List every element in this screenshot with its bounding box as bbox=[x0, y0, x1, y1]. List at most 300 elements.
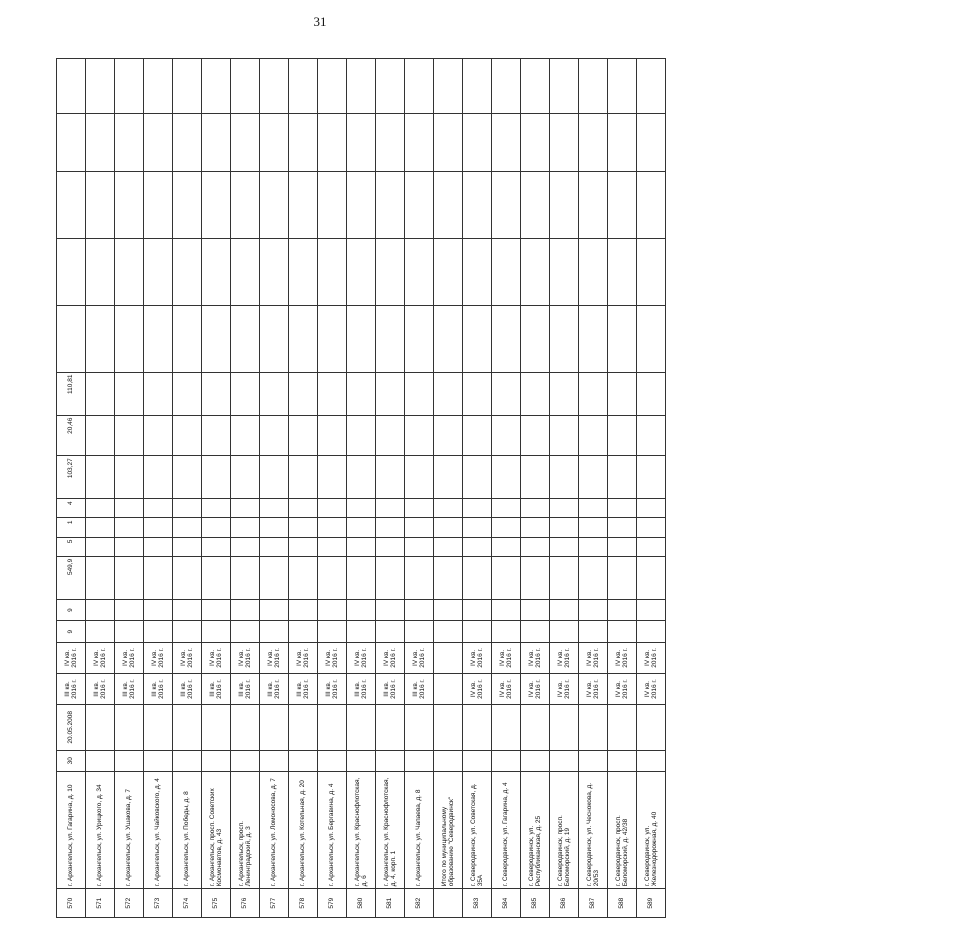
table-cell bbox=[492, 415, 521, 456]
table-cell bbox=[347, 599, 376, 621]
table-cell bbox=[434, 599, 463, 621]
table-cell bbox=[579, 518, 608, 537]
table-cell: г. Архангельск, просп. Ленинградский, д. 3 bbox=[231, 772, 260, 889]
table-cell bbox=[550, 372, 579, 415]
table-cell bbox=[202, 518, 231, 537]
table-cell bbox=[260, 499, 289, 518]
table-cell bbox=[289, 238, 318, 305]
table-cell: III кв. 2016 г. bbox=[289, 673, 318, 704]
table-cell: Итого по муниципальному образованию "Северодвинск" bbox=[434, 772, 463, 889]
table-cell bbox=[57, 238, 86, 305]
table-cell bbox=[550, 456, 579, 499]
table-cell bbox=[173, 518, 202, 537]
table-cell bbox=[376, 305, 405, 372]
table-cell bbox=[492, 599, 521, 621]
table-cell bbox=[347, 415, 376, 456]
table-cell bbox=[289, 114, 318, 171]
table-cell: 4 bbox=[57, 499, 86, 518]
table-cell: 584 bbox=[492, 889, 521, 918]
table-cell: 585 bbox=[521, 889, 550, 918]
table-row bbox=[231, 59, 260, 918]
table-cell bbox=[173, 556, 202, 599]
table-cell bbox=[289, 556, 318, 599]
table-cell: г. Северодвинск, ул. Республиканская, д. 25 bbox=[521, 772, 550, 889]
table-cell bbox=[521, 114, 550, 171]
table-cell bbox=[376, 456, 405, 499]
table-cell bbox=[231, 537, 260, 556]
table-cell bbox=[376, 59, 405, 114]
table-cell bbox=[463, 556, 492, 599]
rotated-page bbox=[48, 35, 658, 940]
table-cell bbox=[260, 171, 289, 238]
table-cell bbox=[173, 238, 202, 305]
table-cell bbox=[202, 537, 231, 556]
table-cell bbox=[347, 59, 376, 114]
table-cell bbox=[318, 59, 347, 114]
table-cell bbox=[86, 556, 115, 599]
table-cell: г. Архангельск, ул. Бергавина, д. 4 bbox=[318, 772, 347, 889]
table-cell bbox=[550, 305, 579, 372]
table-cell bbox=[318, 171, 347, 238]
table-cell bbox=[347, 705, 376, 750]
table-cell bbox=[289, 518, 318, 537]
table-cell bbox=[231, 556, 260, 599]
table-cell bbox=[318, 621, 347, 643]
table-cell bbox=[347, 171, 376, 238]
table-cell bbox=[637, 621, 666, 643]
table-cell bbox=[434, 499, 463, 518]
table-cell bbox=[260, 238, 289, 305]
table-cell bbox=[115, 621, 144, 643]
table-cell: 589 bbox=[637, 889, 666, 918]
table-cell bbox=[637, 750, 666, 772]
table-cell bbox=[318, 705, 347, 750]
table-cell bbox=[115, 171, 144, 238]
table-cell bbox=[115, 518, 144, 537]
table-cell bbox=[521, 621, 550, 643]
table-cell bbox=[115, 599, 144, 621]
table-row bbox=[144, 59, 173, 918]
table-cell bbox=[289, 537, 318, 556]
table-cell: III кв. 2016 г. bbox=[57, 673, 86, 704]
table-cell bbox=[463, 59, 492, 114]
table-cell bbox=[144, 556, 173, 599]
table-cell: III кв. 2016 г. bbox=[173, 673, 202, 704]
table-cell bbox=[260, 305, 289, 372]
table-cell bbox=[86, 705, 115, 750]
table-cell: 572 bbox=[115, 889, 144, 918]
table-cell bbox=[318, 114, 347, 171]
table-cell bbox=[115, 705, 144, 750]
table-cell bbox=[376, 372, 405, 415]
table-row bbox=[57, 59, 86, 918]
table-cell bbox=[579, 621, 608, 643]
table-cell: III кв. 2016 г. bbox=[405, 673, 434, 704]
table-cell: IV кв. 2016 г. bbox=[86, 642, 115, 673]
table-cell bbox=[86, 537, 115, 556]
table-cell bbox=[144, 750, 173, 772]
table-cell: IV кв. 2016 г. bbox=[637, 673, 666, 704]
table-cell bbox=[492, 171, 521, 238]
table-cell bbox=[579, 114, 608, 171]
table-cell bbox=[405, 59, 434, 114]
table-cell bbox=[405, 556, 434, 599]
table-cell: IV кв. 2016 г. bbox=[521, 642, 550, 673]
table-cell bbox=[637, 599, 666, 621]
table-cell bbox=[318, 750, 347, 772]
table-cell bbox=[434, 556, 463, 599]
table-cell bbox=[434, 750, 463, 772]
table-cell bbox=[637, 171, 666, 238]
table-cell bbox=[463, 518, 492, 537]
table-cell: IV кв. 2016 г. bbox=[608, 673, 637, 704]
table-cell bbox=[550, 499, 579, 518]
table-row bbox=[289, 59, 318, 918]
table-cell: г. Архангельск, ул. Победы, д. 8 bbox=[173, 772, 202, 889]
table-cell: IV кв. 2016 г. bbox=[521, 673, 550, 704]
table-cell bbox=[376, 171, 405, 238]
table-cell bbox=[550, 705, 579, 750]
table-row bbox=[434, 59, 463, 918]
table-cell bbox=[492, 238, 521, 305]
table-cell bbox=[202, 456, 231, 499]
table-cell bbox=[463, 171, 492, 238]
table-cell bbox=[579, 456, 608, 499]
table-cell bbox=[318, 499, 347, 518]
table-cell bbox=[521, 305, 550, 372]
table-cell: IV кв. 2016 г. bbox=[260, 642, 289, 673]
table-cell bbox=[376, 238, 405, 305]
table-cell bbox=[260, 705, 289, 750]
table-cell bbox=[376, 499, 405, 518]
table-row bbox=[376, 59, 405, 918]
table-cell bbox=[260, 599, 289, 621]
table-cell bbox=[173, 750, 202, 772]
table-cell bbox=[608, 705, 637, 750]
table-cell: г. Архангельск, ул. Ломоносова, д. 7 bbox=[260, 772, 289, 889]
repair-schedule-table bbox=[56, 58, 666, 918]
table-cell bbox=[202, 114, 231, 171]
table-cell bbox=[550, 556, 579, 599]
table-row bbox=[173, 59, 202, 918]
table-cell bbox=[521, 59, 550, 114]
table-cell bbox=[289, 705, 318, 750]
table-cell bbox=[637, 537, 666, 556]
table-row bbox=[608, 59, 637, 918]
table-cell bbox=[405, 114, 434, 171]
table-cell bbox=[260, 750, 289, 772]
table-cell: III кв. 2016 г. bbox=[347, 673, 376, 704]
table-cell bbox=[492, 59, 521, 114]
table-cell: 1 bbox=[57, 518, 86, 537]
table-cell bbox=[637, 415, 666, 456]
table-cell bbox=[579, 59, 608, 114]
table-cell: 574 bbox=[173, 889, 202, 918]
table-cell bbox=[202, 621, 231, 643]
table-cell bbox=[86, 456, 115, 499]
table-cell bbox=[202, 705, 231, 750]
table-cell bbox=[86, 114, 115, 171]
table-cell bbox=[637, 518, 666, 537]
table-cell: 579 bbox=[318, 889, 347, 918]
table-row bbox=[86, 59, 115, 918]
table-cell bbox=[231, 171, 260, 238]
table-cell bbox=[57, 305, 86, 372]
table-cell bbox=[579, 171, 608, 238]
table-cell bbox=[608, 621, 637, 643]
table-cell bbox=[173, 705, 202, 750]
table-cell bbox=[376, 621, 405, 643]
table-cell bbox=[173, 114, 202, 171]
table-cell bbox=[173, 599, 202, 621]
table-cell: г. Архангельск, ул. Чапаева, д. 8 bbox=[405, 772, 434, 889]
table-cell bbox=[173, 456, 202, 499]
table-cell bbox=[492, 518, 521, 537]
table-cell bbox=[492, 537, 521, 556]
table-cell: г. Архангельск, ул. Ушакова, д. 7 bbox=[115, 772, 144, 889]
table-cell bbox=[405, 456, 434, 499]
table-cell bbox=[521, 750, 550, 772]
table-cell bbox=[86, 415, 115, 456]
table-cell bbox=[202, 599, 231, 621]
table-cell: 103,27 bbox=[57, 456, 86, 499]
table-cell: 549,9 bbox=[57, 556, 86, 599]
table-cell bbox=[434, 642, 463, 673]
table-cell bbox=[550, 415, 579, 456]
table-cell bbox=[405, 499, 434, 518]
table-cell bbox=[579, 705, 608, 750]
table-cell bbox=[347, 238, 376, 305]
table-cell bbox=[86, 305, 115, 372]
table-cell: г. Северодвинск, ул. Гагарина, д. 4 bbox=[492, 772, 521, 889]
table-cell bbox=[521, 171, 550, 238]
table-cell bbox=[347, 518, 376, 537]
table-cell bbox=[318, 415, 347, 456]
table-cell: IV кв. 2016 г. bbox=[231, 642, 260, 673]
table-cell bbox=[347, 750, 376, 772]
table-cell: IV кв. 2016 г. bbox=[202, 642, 231, 673]
table-cell bbox=[608, 599, 637, 621]
table-cell bbox=[173, 415, 202, 456]
table-cell bbox=[463, 621, 492, 643]
table-cell bbox=[173, 621, 202, 643]
table-cell bbox=[550, 750, 579, 772]
table-cell: г. Архангельск, просп. Советских Космонавтов, д. 43 bbox=[202, 772, 231, 889]
table-cell bbox=[492, 499, 521, 518]
table-cell bbox=[86, 171, 115, 238]
table-cell: 570 bbox=[57, 889, 86, 918]
table-cell bbox=[173, 499, 202, 518]
table-cell bbox=[347, 537, 376, 556]
table-cell: 577 bbox=[260, 889, 289, 918]
table-cell bbox=[637, 114, 666, 171]
table-cell bbox=[550, 621, 579, 643]
table-cell bbox=[260, 518, 289, 537]
table-cell bbox=[463, 305, 492, 372]
table-cell bbox=[289, 750, 318, 772]
table-cell bbox=[289, 171, 318, 238]
table-cell: 586 bbox=[550, 889, 579, 918]
table-cell bbox=[550, 537, 579, 556]
table-cell: 587 bbox=[579, 889, 608, 918]
table-cell bbox=[115, 556, 144, 599]
table-cell bbox=[608, 518, 637, 537]
table-cell: 20,46 bbox=[57, 415, 86, 456]
table-cell bbox=[637, 456, 666, 499]
table-cell bbox=[608, 537, 637, 556]
table-cell bbox=[231, 456, 260, 499]
table-cell bbox=[144, 499, 173, 518]
table-cell bbox=[115, 372, 144, 415]
table-cell bbox=[521, 238, 550, 305]
table-cell bbox=[434, 415, 463, 456]
table-cell: 588 bbox=[608, 889, 637, 918]
table-cell: 9 bbox=[57, 621, 86, 643]
table-cell bbox=[231, 415, 260, 456]
table-cell bbox=[492, 305, 521, 372]
table-cell bbox=[376, 415, 405, 456]
table-cell bbox=[463, 599, 492, 621]
table-cell: III кв. 2016 г. bbox=[202, 673, 231, 704]
table-cell bbox=[86, 518, 115, 537]
table-cell bbox=[144, 238, 173, 305]
table-cell bbox=[579, 305, 608, 372]
table-cell: IV кв. 2016 г. bbox=[579, 642, 608, 673]
table-row bbox=[202, 59, 231, 918]
table-cell bbox=[405, 537, 434, 556]
table-cell bbox=[376, 114, 405, 171]
table-cell: III кв. 2016 г. bbox=[115, 673, 144, 704]
table-cell bbox=[434, 673, 463, 704]
table-cell bbox=[405, 750, 434, 772]
table-cell bbox=[376, 556, 405, 599]
table-cell bbox=[86, 621, 115, 643]
table-cell bbox=[260, 456, 289, 499]
page-number: 31 bbox=[313, 14, 327, 29]
table-cell bbox=[115, 238, 144, 305]
table-cell: г. Архангельск, ул. Котельная, д. 20 bbox=[289, 772, 318, 889]
table-cell: IV кв. 2016 г. bbox=[550, 642, 579, 673]
table-cell bbox=[231, 305, 260, 372]
table-cell: г. Северодвинск, просп. Беломорский, д. 42/38 bbox=[608, 772, 637, 889]
table-cell: г. Архангельск, ул. Чайковского, д. 4 bbox=[144, 772, 173, 889]
table-cell bbox=[492, 456, 521, 499]
table-cell bbox=[231, 114, 260, 171]
table-cell bbox=[318, 518, 347, 537]
table-cell bbox=[434, 171, 463, 238]
table-cell bbox=[521, 705, 550, 750]
table-cell bbox=[57, 114, 86, 171]
table-cell bbox=[347, 114, 376, 171]
table-cell: IV кв. 2016 г. bbox=[144, 642, 173, 673]
table-cell bbox=[231, 238, 260, 305]
table-cell: 573 bbox=[144, 889, 173, 918]
table-cell bbox=[86, 238, 115, 305]
table-cell bbox=[231, 750, 260, 772]
table-cell: III кв. 2016 г. bbox=[231, 673, 260, 704]
table-cell bbox=[289, 305, 318, 372]
table-cell bbox=[637, 238, 666, 305]
table-cell bbox=[608, 499, 637, 518]
table-cell bbox=[318, 372, 347, 415]
table-cell: III кв. 2016 г. bbox=[260, 673, 289, 704]
table-row bbox=[405, 59, 434, 918]
table-cell bbox=[144, 705, 173, 750]
table-cell bbox=[521, 456, 550, 499]
table-cell bbox=[463, 537, 492, 556]
table-cell bbox=[434, 518, 463, 537]
table-cell bbox=[492, 750, 521, 772]
table-cell: IV кв. 2016 г. bbox=[57, 642, 86, 673]
table-cell: IV кв. 2016 г. bbox=[347, 642, 376, 673]
table-cell bbox=[492, 556, 521, 599]
table-cell bbox=[260, 372, 289, 415]
table-cell: III кв. 2016 г. bbox=[86, 673, 115, 704]
table-cell bbox=[550, 238, 579, 305]
table-cell bbox=[579, 599, 608, 621]
table-cell bbox=[86, 59, 115, 114]
table-cell bbox=[405, 372, 434, 415]
table-cell bbox=[405, 415, 434, 456]
table-cell bbox=[434, 537, 463, 556]
table-cell bbox=[144, 456, 173, 499]
table-row bbox=[115, 59, 144, 918]
table-cell bbox=[637, 305, 666, 372]
table-cell bbox=[405, 305, 434, 372]
table-cell bbox=[405, 518, 434, 537]
table-cell bbox=[144, 518, 173, 537]
table-cell bbox=[608, 238, 637, 305]
table-cell: IV кв. 2016 г. bbox=[550, 673, 579, 704]
table-cell bbox=[608, 556, 637, 599]
table-cell bbox=[405, 171, 434, 238]
table-cell bbox=[463, 456, 492, 499]
table-cell bbox=[144, 372, 173, 415]
table-cell: III кв. 2016 г. bbox=[376, 673, 405, 704]
table-cell bbox=[434, 305, 463, 372]
table-cell bbox=[202, 59, 231, 114]
table-cell bbox=[86, 372, 115, 415]
table-cell: г. Северодвинск, просп. Беломорский, д. 19 bbox=[550, 772, 579, 889]
table-cell bbox=[434, 114, 463, 171]
table-cell bbox=[521, 518, 550, 537]
table-cell bbox=[608, 456, 637, 499]
table-cell bbox=[579, 750, 608, 772]
table-cell: 575 bbox=[202, 889, 231, 918]
table-cell bbox=[579, 372, 608, 415]
table-cell bbox=[608, 305, 637, 372]
table-cell: 581 bbox=[376, 889, 405, 918]
table-cell bbox=[579, 556, 608, 599]
table-cell: 578 bbox=[289, 889, 318, 918]
table-cell bbox=[376, 518, 405, 537]
table-cell: г. Северодвинск, ул. Советская, д. 35А bbox=[463, 772, 492, 889]
table-cell bbox=[637, 705, 666, 750]
table-cell: IV кв. 2016 г. bbox=[492, 673, 521, 704]
table-row bbox=[318, 59, 347, 918]
table-cell bbox=[318, 456, 347, 499]
table-cell bbox=[202, 305, 231, 372]
table-cell bbox=[289, 415, 318, 456]
table-cell bbox=[289, 456, 318, 499]
table-cell bbox=[202, 171, 231, 238]
table-cell: IV кв. 2016 г. bbox=[318, 642, 347, 673]
table-cell bbox=[86, 750, 115, 772]
table-cell: г. Архангельск, ул. Краснофлотская, д. 6 bbox=[347, 772, 376, 889]
table-cell: IV кв. 2016 г. bbox=[173, 642, 202, 673]
table-cell bbox=[173, 372, 202, 415]
table-cell bbox=[202, 415, 231, 456]
